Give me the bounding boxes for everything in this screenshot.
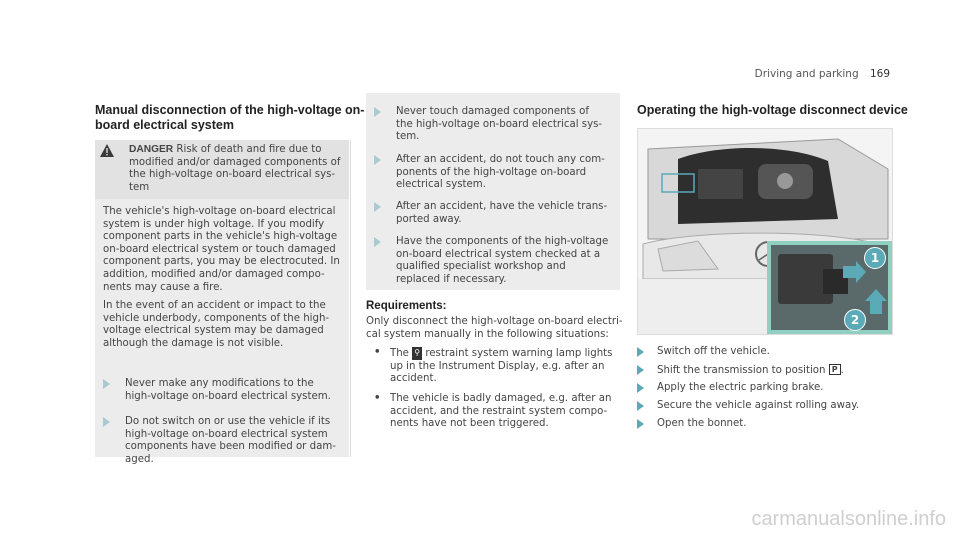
req-line-2: cal system manually in the following situations: (366, 328, 609, 340)
c2-bullet-2-line-1: After an accident, do not touch any com- (396, 154, 605, 165)
para2-line-3: voltage electrical system may be damaged (103, 325, 324, 337)
req2-line-3: nents have not been triggered. (390, 418, 549, 430)
running-header (755, 68, 890, 80)
bullet-2-line-4: aged. (125, 453, 154, 465)
req1-line-3: accident. (390, 373, 437, 385)
list-item (103, 378, 347, 403)
c2-bullet-4-line-1: Have the components of the high-voltage (396, 236, 609, 247)
section-name: Driving and parking (754, 68, 859, 80)
bullet-arrow-icon (637, 347, 644, 357)
position-p-icon: P (829, 364, 841, 375)
bullet-arrow-icon (637, 419, 644, 429)
engine-bay-drawing (638, 129, 892, 334)
list-item (374, 201, 618, 226)
c2-bullet-1-line-2: the high-voltage on-board electrical sys- (396, 118, 603, 130)
danger-text-3: the high-voltage on-board electrical sys- (129, 169, 336, 181)
step-1: Switch off the vehicle. (657, 346, 770, 357)
list-item (103, 416, 347, 466)
c2-bullet-1-line-1: Never touch damaged components of (396, 106, 589, 117)
c2-bullet-1-line-3: tem. (396, 131, 420, 143)
title-line-1: Manual disconnection of the high-voltage on- (95, 103, 365, 117)
para1-line-7: nents may cause a fire. (103, 281, 223, 293)
danger-label: DANGER (129, 144, 174, 155)
list-item (637, 400, 897, 418)
danger-text-4: tem (129, 181, 150, 193)
step-list (637, 346, 897, 436)
c2-bullet-4-line-4: replaced if necessary. (396, 273, 507, 285)
warning-icon (100, 144, 114, 157)
step-2: Shift the transmission to position (657, 365, 826, 376)
bullet-dot: • (374, 393, 381, 404)
list-item (374, 106, 618, 144)
restraint-warning-icon: ⚲ (412, 347, 422, 360)
req1-post: restraint system warning lamp lights (425, 348, 613, 359)
watermark: carmanualsonline.info (751, 508, 946, 530)
para1-line-5: component parts, you may be electrocuted. In (103, 256, 340, 268)
step-2-period: . (840, 365, 844, 376)
para2-line-4: although the damage is not visible. (103, 337, 284, 349)
list-item (637, 418, 897, 436)
bullet-2-line-1: Do not switch on or use the vehicle if its (125, 416, 331, 427)
c2-bullet-3-line-1: After an accident, have the vehicle trans- (396, 201, 608, 212)
operating-title: Operating the high-voltage disconnect device (637, 103, 908, 117)
bullet-arrow-icon (637, 365, 644, 375)
bullet-arrow-icon (637, 401, 644, 411)
list-item (637, 382, 897, 400)
section-title (95, 103, 364, 133)
bullet-arrow-icon (374, 107, 381, 117)
para1-line-3: component parts in the vehicle's high-voltage (103, 231, 338, 243)
column-divider (350, 140, 351, 457)
para2-line-2: vehicle underbody, components of the high- (103, 312, 330, 324)
danger-text-1: Risk of death and fire due to (176, 144, 322, 155)
req2-line-2: accident, and the restraint system compo- (390, 405, 608, 417)
engine-bay-illustration (637, 128, 893, 335)
requirements-text (366, 316, 626, 341)
danger-header (95, 140, 349, 199)
danger-text-2: modified and/or damaged components of (129, 156, 341, 168)
bullet-1-line-2: high-voltage on-board electrical system. (125, 390, 331, 402)
para1-line-4: on-board electrical system or touch damaged (103, 243, 336, 255)
para1-line-6: addition, modified and/or damaged compo- (103, 268, 325, 280)
bullet-arrow-icon (374, 202, 381, 212)
bullet-arrow-icon (103, 417, 110, 427)
list-item (637, 346, 897, 364)
bullet-1-line-1: Never make any modifications to the (125, 378, 314, 389)
bullet-arrow-icon (637, 383, 644, 393)
bullet-2-line-3: components have been modified or dam- (125, 441, 336, 453)
step-3: Apply the electric parking brake. (657, 382, 824, 393)
bullet-2-line-2: high-voltage on-board electrical system (125, 428, 328, 440)
list-item (366, 393, 626, 431)
callout-2: 2 (844, 309, 866, 331)
list-item (374, 154, 618, 192)
c2-bullet-3-line-2: ported away. (396, 213, 462, 225)
list-item (637, 364, 897, 382)
danger-box (95, 140, 349, 465)
callout-1: 1 (864, 247, 886, 269)
requirements-title: Requirements: (366, 300, 447, 312)
c2-bullet-2-line-2: ponents of the high-voltage on-board (396, 166, 587, 178)
title-line-2: board electrical system (95, 118, 234, 132)
c2-bullet-4-line-3: qualified specialist workshop and (396, 261, 566, 273)
bullet-arrow-icon (374, 155, 381, 165)
step-4: Secure the vehicle against rolling away. (657, 400, 860, 411)
para1-line-1: The vehicle's high-voltage on-board electrical (103, 206, 336, 217)
c2-bullet-2-line-3: electrical system. (396, 179, 486, 191)
req1-pre: The (390, 348, 409, 359)
req-line-1: Only disconnect the high-voltage on-board electri- (366, 316, 623, 327)
bullet-dot: • (374, 347, 381, 358)
danger-body (103, 206, 347, 351)
list-item (366, 347, 626, 386)
c2-bullet-4-line-2: on-board electrical system checked at a (396, 248, 601, 260)
page-number: 169 (869, 68, 890, 80)
para1-line-2: system is under high voltage. If you modify (103, 218, 325, 230)
req2-line-1: The vehicle is badly damaged, e.g. after an (390, 393, 612, 404)
bullet-arrow-icon (374, 237, 381, 247)
continued-danger-box (366, 93, 620, 290)
para2-line-1: In the event of an accident or impact to the (103, 300, 326, 312)
req1-line-2: up in the Instrument Display, e.g. after an (390, 360, 605, 372)
bullet-arrow-icon (103, 379, 110, 389)
list-item (374, 236, 618, 286)
step-5: Open the bonnet. (657, 418, 747, 429)
